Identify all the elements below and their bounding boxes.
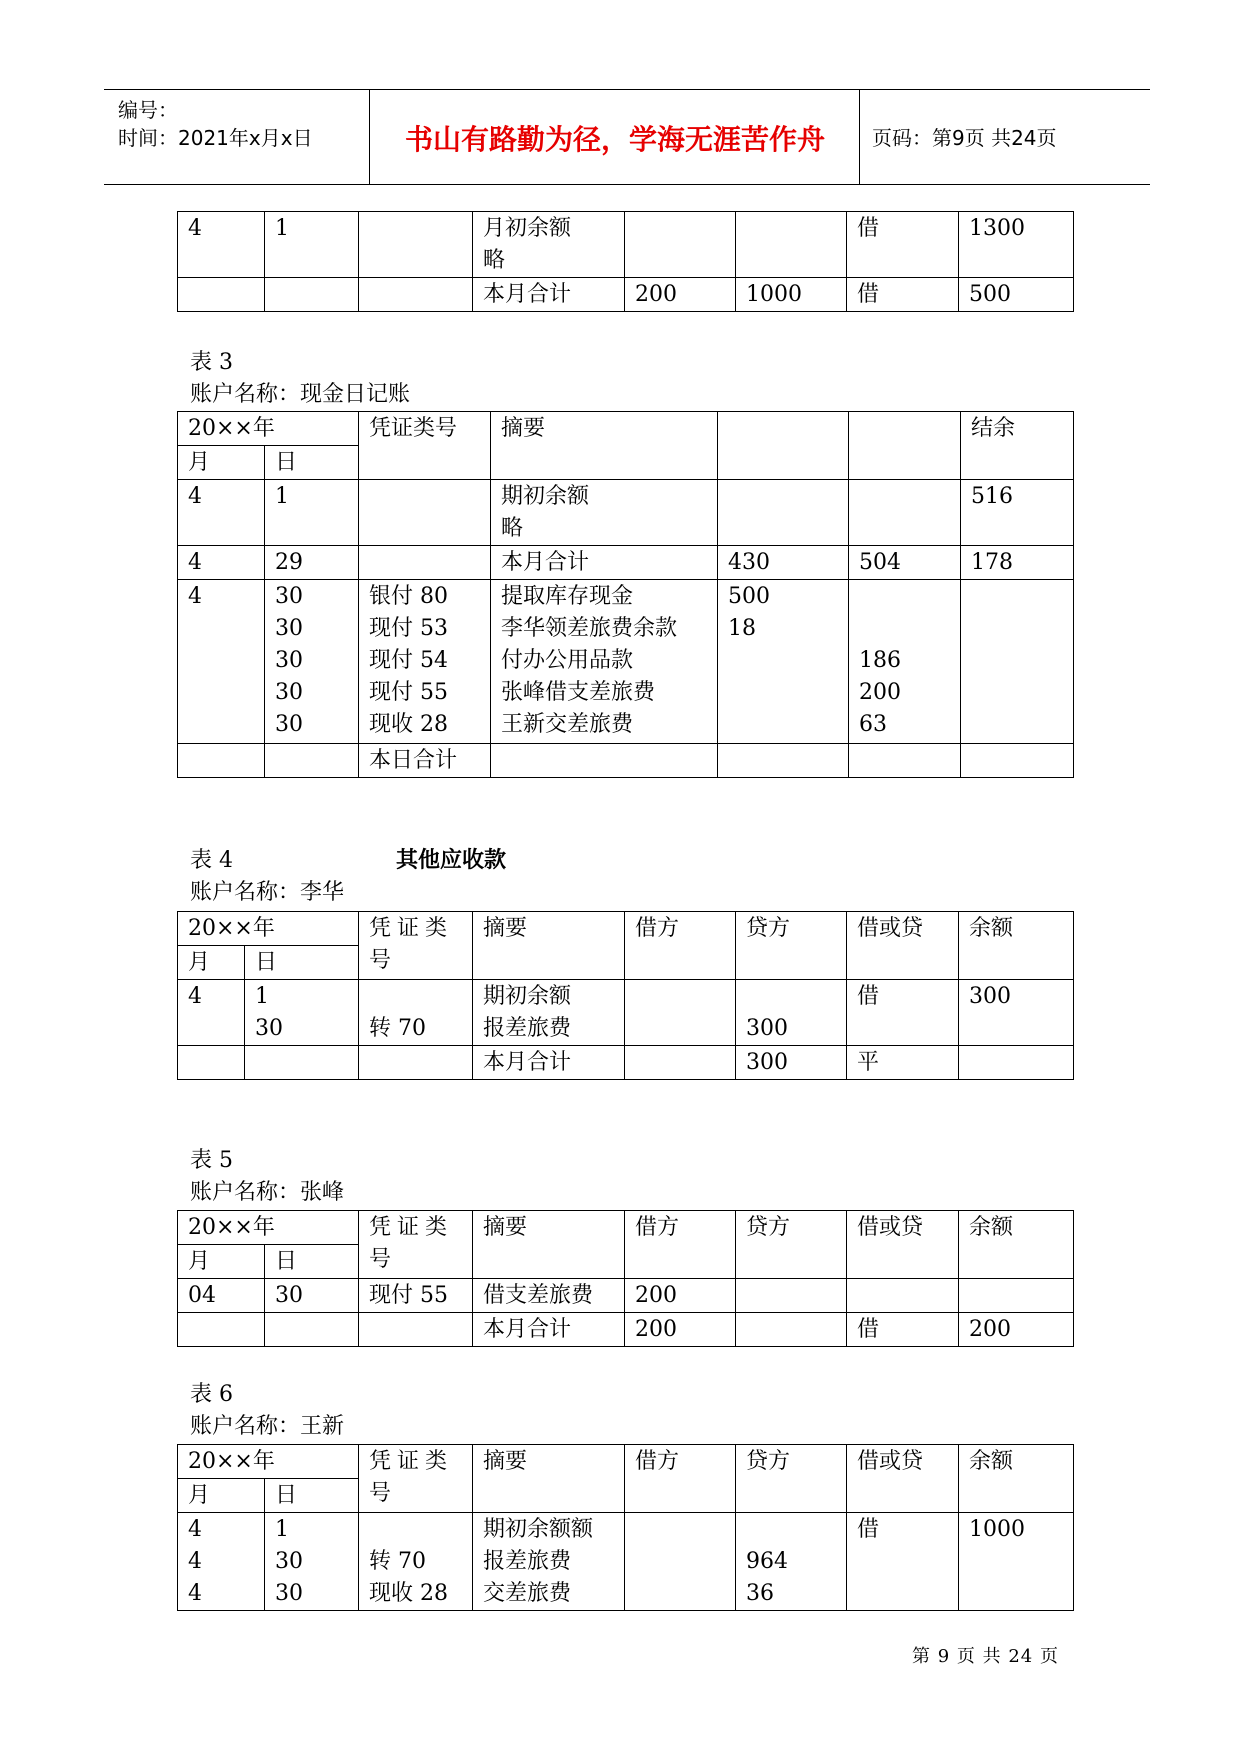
credit-header: 贷方 bbox=[736, 1445, 847, 1513]
table-cell: 29 bbox=[265, 546, 359, 580]
table6-caption bbox=[190, 1379, 344, 1443]
month-header: 月 bbox=[178, 1479, 265, 1513]
table-cell: 1300 bbox=[959, 212, 1074, 278]
account-name: 账户名称：现金日记账 bbox=[190, 382, 411, 407]
document-time-label: 时间：2021年x月x日 bbox=[118, 126, 313, 150]
table-cell bbox=[718, 480, 849, 546]
day-header: 日 bbox=[265, 1245, 359, 1279]
year-header: 20××年 bbox=[178, 1445, 359, 1479]
debit-header: 借方 bbox=[625, 912, 736, 980]
debit-header bbox=[718, 412, 849, 480]
year-header: 20××年 bbox=[178, 412, 359, 446]
table-cell bbox=[359, 278, 473, 312]
table-cell: 1000 bbox=[736, 278, 847, 312]
balance-header: 余额 bbox=[959, 912, 1074, 980]
table-cell: 200 bbox=[625, 1279, 736, 1313]
table-cell: 504 bbox=[849, 546, 961, 580]
table-cell bbox=[359, 1313, 473, 1347]
table-cell: 300 bbox=[736, 1046, 847, 1080]
table-cell bbox=[265, 744, 359, 778]
table-cell bbox=[849, 480, 961, 546]
debit-header: 借方 bbox=[625, 1445, 736, 1513]
table-row bbox=[178, 744, 1074, 778]
table-cell: 4 bbox=[178, 480, 265, 546]
dc-header: 借或贷 bbox=[847, 1211, 959, 1279]
table-cell: 借 bbox=[847, 212, 959, 278]
table-cell: 516 bbox=[961, 480, 1074, 546]
month-header: 月 bbox=[178, 446, 265, 480]
account-name: 账户名称：王新 bbox=[190, 1414, 345, 1439]
table-cell: 30 30 30 30 30 bbox=[265, 580, 359, 744]
header-meta bbox=[118, 96, 313, 152]
table-cell: 借 bbox=[847, 1313, 959, 1347]
account-name: 账户名称：李华 bbox=[190, 880, 345, 905]
table-caption: 表 5 bbox=[190, 1148, 233, 1173]
table-row bbox=[178, 1046, 1074, 1080]
page-footer: 第 9 页 共 24 页 bbox=[912, 1646, 1059, 1667]
table-cell bbox=[959, 1046, 1074, 1080]
table-cell bbox=[736, 212, 847, 278]
table-cell: 300 bbox=[736, 980, 847, 1046]
table-cell: 借 bbox=[847, 980, 959, 1046]
table-cell bbox=[736, 1313, 847, 1347]
balance-header: 余额 bbox=[959, 1445, 1074, 1513]
table-cell bbox=[178, 1313, 265, 1347]
voucher-header: 凭证类号 bbox=[359, 912, 473, 980]
table-cell: 300 bbox=[959, 980, 1074, 1046]
table-cell: 借支差旅费 bbox=[473, 1279, 625, 1313]
table-cell: 200 bbox=[625, 1313, 736, 1347]
table-cell: 借 bbox=[847, 278, 959, 312]
table-cell bbox=[625, 980, 736, 1046]
dc-header: 借或贷 bbox=[847, 912, 959, 980]
ledger-table-continued bbox=[177, 211, 1074, 312]
table-cell bbox=[849, 744, 961, 778]
day-header: 日 bbox=[265, 1479, 359, 1513]
day-header: 日 bbox=[245, 946, 359, 980]
table-cell: 430 bbox=[718, 546, 849, 580]
table-cell bbox=[625, 1513, 736, 1611]
table-cell bbox=[961, 744, 1074, 778]
credit-header bbox=[849, 412, 961, 480]
table-cell: 200 bbox=[625, 278, 736, 312]
table-caption: 表 4 其他应收款 bbox=[190, 845, 344, 877]
table-cell: 1000 bbox=[959, 1513, 1074, 1611]
balance-header: 结余 bbox=[961, 412, 1074, 480]
table-cell bbox=[265, 1313, 359, 1347]
table-cell: 1 bbox=[265, 212, 359, 278]
month-header: 月 bbox=[178, 946, 245, 980]
table-row bbox=[178, 1279, 1074, 1313]
table-cell: 186 200 63 bbox=[849, 580, 961, 744]
table-cell bbox=[625, 1046, 736, 1080]
table-header-row bbox=[178, 1445, 1074, 1479]
table-cell: 500 bbox=[959, 278, 1074, 312]
receivable-table-lihua bbox=[177, 911, 1074, 1080]
table-cell bbox=[359, 546, 491, 580]
month-header: 月 bbox=[178, 1245, 265, 1279]
table-cell: 4 bbox=[178, 980, 245, 1046]
table4-caption bbox=[190, 845, 507, 909]
cash-journal-table bbox=[177, 411, 1074, 778]
ledger-title: 其他应收款 bbox=[396, 848, 507, 873]
table-cell: 500 18 bbox=[718, 580, 849, 744]
table3-caption bbox=[190, 347, 410, 411]
table-cell: 4 bbox=[178, 580, 265, 744]
table-cell: 本日合计 bbox=[359, 744, 491, 778]
table-row bbox=[178, 480, 1074, 546]
table-cell: 本月合计 bbox=[473, 1046, 625, 1080]
table-cell: 本月合计 bbox=[473, 1313, 625, 1347]
table-row bbox=[178, 546, 1074, 580]
table-cell: 月初余额 略 bbox=[473, 212, 625, 278]
table-cell: 04 bbox=[178, 1279, 265, 1313]
summary-header: 摘要 bbox=[473, 1445, 625, 1513]
debit-header: 借方 bbox=[625, 1211, 736, 1279]
table-cell: 期初余额 报差旅费 bbox=[473, 980, 625, 1046]
table-cell: 964 36 bbox=[736, 1513, 847, 1611]
table-row bbox=[178, 278, 1074, 312]
balance-header: 余额 bbox=[959, 1211, 1074, 1279]
table-cell: 178 bbox=[961, 546, 1074, 580]
credit-header: 贷方 bbox=[736, 912, 847, 980]
table-row bbox=[178, 980, 1074, 1046]
summary-header: 摘要 bbox=[473, 912, 625, 980]
table-row bbox=[178, 1513, 1074, 1611]
credit-header: 贷方 bbox=[736, 1211, 847, 1279]
table-cell bbox=[847, 1279, 959, 1313]
table-cell bbox=[265, 278, 359, 312]
table-cell bbox=[491, 744, 718, 778]
header-divider bbox=[859, 90, 860, 184]
table-cell: 4 bbox=[178, 546, 265, 580]
table-caption: 表 6 bbox=[190, 1382, 233, 1407]
table-cell: 期初余额额 报差旅费 交差旅费 bbox=[473, 1513, 625, 1611]
account-name: 账户名称：张峰 bbox=[190, 1180, 345, 1205]
table-cell: 1 bbox=[265, 480, 359, 546]
table-cell: 30 bbox=[265, 1279, 359, 1313]
year-header: 20××年 bbox=[178, 912, 359, 946]
table-cell: 4 4 4 bbox=[178, 1513, 265, 1611]
receivable-table-zhangfeng bbox=[177, 1210, 1074, 1347]
table-cell bbox=[359, 212, 473, 278]
table-cell bbox=[178, 1046, 245, 1080]
table-cell: 本月合计 bbox=[473, 278, 625, 312]
table-cell: 银付 80 现付 53 现付 54 现付 55 现收 28 bbox=[359, 580, 491, 744]
table-cell: 现付 55 bbox=[359, 1279, 473, 1313]
table-cell bbox=[245, 1046, 359, 1080]
table-cell bbox=[178, 278, 265, 312]
table-cell bbox=[625, 212, 736, 278]
table-cell bbox=[959, 1279, 1074, 1313]
document-number-label: 编号： bbox=[118, 98, 178, 122]
table-header-row bbox=[178, 1211, 1074, 1245]
voucher-header: 凭证类号 bbox=[359, 412, 491, 480]
table-cell: 借 bbox=[847, 1513, 959, 1611]
receivable-table-wangxin bbox=[177, 1444, 1074, 1611]
table-caption: 表 3 bbox=[190, 350, 233, 375]
table-cell bbox=[961, 580, 1074, 744]
table-cell bbox=[178, 744, 265, 778]
summary-header: 摘要 bbox=[473, 1211, 625, 1279]
table-cell: 1 30 30 bbox=[265, 1513, 359, 1611]
table-cell: 提取库存现金 李华领差旅费余款 付办公用品款 张峰借支差旅费 王新交差旅费 bbox=[491, 580, 718, 744]
header-motto: 书山有路勤为径，学海无涯苦作舟 bbox=[404, 123, 825, 156]
table-cell bbox=[359, 480, 491, 546]
table-cell bbox=[736, 1279, 847, 1313]
table-row bbox=[178, 580, 1074, 744]
table-cell: 4 bbox=[178, 212, 265, 278]
header-page-label: 页码：第9页 共24页 bbox=[872, 126, 1057, 150]
table-cell: 转 70 bbox=[359, 980, 473, 1046]
table-header-row bbox=[178, 412, 1074, 446]
table-cell: 平 bbox=[847, 1046, 959, 1080]
table-cell: 1 30 bbox=[245, 980, 359, 1046]
table5-caption bbox=[190, 1145, 344, 1209]
voucher-header: 凭证类号 bbox=[359, 1211, 473, 1279]
table-cell: 期初余额 略 bbox=[491, 480, 718, 546]
table-row bbox=[178, 1313, 1074, 1347]
table-cell: 本月合计 bbox=[491, 546, 718, 580]
table-header-row bbox=[178, 912, 1074, 946]
dc-header: 借或贷 bbox=[847, 1445, 959, 1513]
table-cell bbox=[718, 744, 849, 778]
year-header: 20××年 bbox=[178, 1211, 359, 1245]
table-cell: 转 70 现收 28 bbox=[359, 1513, 473, 1611]
voucher-header: 凭证类号 bbox=[359, 1445, 473, 1513]
table-cell bbox=[359, 1046, 473, 1080]
table-cell: 200 bbox=[959, 1313, 1074, 1347]
day-header: 日 bbox=[265, 446, 359, 480]
page-header bbox=[104, 89, 1150, 185]
header-divider bbox=[369, 90, 370, 184]
table-row bbox=[178, 212, 1074, 278]
summary-header: 摘要 bbox=[491, 412, 718, 480]
